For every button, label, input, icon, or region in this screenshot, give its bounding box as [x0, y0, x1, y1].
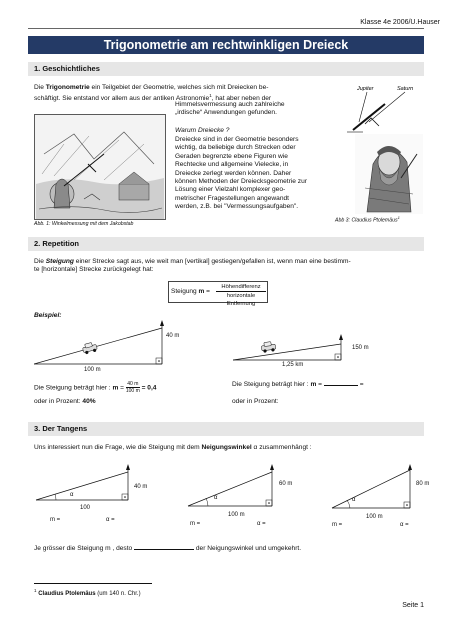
- why-triangles-paragraph: [175, 136, 347, 212]
- jupiter-label: Jupiter: [357, 86, 374, 92]
- tangent-triangle-1: [34, 464, 134, 504]
- triangle-3-m-label: m =: [332, 522, 343, 528]
- section-heading-repetition: 2. Repetition: [28, 237, 424, 251]
- planet-diagram: [345, 82, 427, 134]
- intro-text: te [horizontale] Strecke zurückgelegt hat:: [34, 266, 154, 274]
- ptolemy-illustration: [355, 134, 423, 214]
- why-triangles-line: Dreiecke zerlegt werden können. Daher: [175, 169, 292, 177]
- history-text: , hat aber neben der: [211, 95, 272, 103]
- example-2-vertical-label: 150 m: [352, 345, 369, 351]
- triangle-1-horizontal-label: 100: [80, 505, 91, 511]
- history-term: Trigonometrie: [45, 84, 90, 91]
- figure-ptolemy-portrait: [355, 134, 423, 214]
- triangle-2-m-label: m =: [190, 521, 201, 527]
- header-rule: [28, 28, 424, 29]
- formula-denominator: horizontale Entfernung: [226, 293, 256, 307]
- conclusion-sentence: [34, 545, 301, 553]
- example-1-result: [34, 381, 156, 394]
- triangle-3-horizontal-label: 100 m: [366, 514, 383, 520]
- formula-fraction: [216, 283, 266, 308]
- history-continuation: [175, 101, 345, 118]
- history-text: Die: [34, 84, 46, 91]
- figure-jupiter-saturn: [345, 82, 427, 134]
- triangle-40m: [34, 464, 134, 504]
- triangle-1-m-label: m =: [50, 517, 61, 523]
- figure-jakobstab: [34, 114, 166, 220]
- figure-3-caption-text: Abb 3: Claudius Ptolemäus: [335, 217, 398, 224]
- result-text: Die Steigung beträgt hier :: [34, 384, 113, 392]
- repetition-intro: [34, 258, 429, 275]
- section-heading-history: 1. Geschichtliches: [28, 62, 424, 76]
- example-2-percent: oder in Prozent:: [232, 398, 279, 405]
- triangle-1-vertical-label: 40 m: [134, 484, 148, 490]
- result-m: m: [112, 384, 119, 392]
- triangle-1-alpha: α: [70, 492, 74, 498]
- triangle-3-alpha: α: [352, 497, 356, 503]
- percent-value: 40%: [82, 398, 96, 405]
- tangent-term: Neigungswinkel: [201, 444, 252, 451]
- example-1-percent: [34, 398, 96, 406]
- triangle-2-alpha-label: α =: [257, 521, 266, 527]
- conclusion-text: der Neigungswinkel und umgekehrt.: [194, 545, 302, 552]
- slope-triangle-1: [34, 318, 174, 376]
- footnote-marker: 1: [34, 588, 37, 593]
- history-text: schäftigt. Sie entstand vor allem aus der antiken Astronomie: [34, 95, 210, 103]
- footnote-ref: 1: [397, 215, 400, 220]
- footnote: [34, 588, 141, 597]
- triangle-3-vertical-label: 80 m: [416, 481, 430, 487]
- why-triangles-line: Rechtecke und allgemeine Vielecke, in: [175, 161, 289, 169]
- tangent-intro: [34, 444, 312, 452]
- conclusion-text: Je grösser die Steigung m , desto: [34, 545, 135, 552]
- alpha-symbol: α: [253, 444, 258, 451]
- example-1-horizontal-label: 100 m: [84, 367, 101, 373]
- why-triangles-line: metrischer Fragestellungen angewandt: [175, 194, 289, 202]
- history-text: ein Teilgebiet der Geometrie, welches sich mit Dreiecken be-: [89, 84, 269, 91]
- tangent-triangle-2: [186, 464, 278, 510]
- result-text: Die Steigung beträgt hier :: [232, 381, 311, 388]
- footnote-rule: [34, 583, 152, 584]
- result-denominator: 100 m: [125, 388, 140, 394]
- figure-1-caption: Abb. 1: Winkelmessung mit dem Jakobstab: [34, 221, 134, 227]
- section-heading-tangent: 3. Der Tangens: [28, 422, 424, 436]
- example-2-result: [232, 381, 364, 389]
- tangent-triangle-3: [330, 464, 418, 512]
- history-line: Himmelsvermessung auch zahlreiche: [175, 101, 285, 108]
- why-triangles-line: Geraden begrenzte ebene Figuren wie: [175, 152, 288, 160]
- intro-text: einer Strecke sagt aus, wie weit man [vertikal] gestiegen/gefallen ist, wenn man eine bestimm-: [73, 258, 351, 265]
- triangle-80m: [330, 464, 418, 512]
- example-label: Beispiel:: [34, 312, 62, 319]
- page-number: Seite 1: [402, 602, 424, 609]
- figure-3-caption: [335, 215, 400, 224]
- formula-equals: =: [206, 288, 210, 295]
- tangent-text: zusammenhängt :: [257, 444, 312, 451]
- formula-steigung: Steigung: [171, 288, 197, 295]
- why-triangles-line: werden, z.B. bei "Vermessungsaufgaben".: [175, 203, 299, 211]
- formula-numerator: Höhendifferenz: [216, 283, 266, 292]
- why-triangles-line: Lösung einer Vielzahl komplexer geo-: [175, 186, 286, 194]
- footnote-text: (um 140 n. Chr.): [95, 591, 141, 597]
- why-triangles-heading: Warum Dreiecke ?: [175, 127, 230, 134]
- formula-label: [171, 288, 210, 295]
- result-fraction-blank[interactable]: [324, 385, 358, 386]
- result-fraction: [126, 381, 140, 394]
- footnote-name: Claudius Ptolemäus: [38, 591, 96, 597]
- example-1-vertical-label: 40 m: [166, 333, 180, 339]
- conclusion-blank[interactable]: [134, 549, 194, 550]
- saturn-label: Saturn: [397, 86, 414, 92]
- document-title: Trigonometrie am rechtwinkligen Dreieck: [28, 36, 424, 54]
- triangle-2-horizontal-label: 100 m: [228, 512, 245, 518]
- triangle-1-alpha-label: α =: [106, 517, 115, 523]
- why-triangles-line: Dreiecke sind in der Geometrie besonders: [175, 136, 299, 143]
- intro-text: Die: [34, 258, 46, 265]
- triangle-2-alpha: α: [214, 495, 218, 501]
- example-1-slope-diagram: [34, 318, 174, 376]
- triangle-60m: [186, 464, 278, 510]
- woodcut-illustration: [34, 114, 166, 220]
- formula-m: m: [198, 288, 205, 295]
- document-header-class: Klasse 4e 2006/U.Hauser: [360, 19, 440, 26]
- slope-formula-box: [168, 281, 268, 307]
- result-value: = 0,4: [141, 384, 157, 392]
- why-triangles-line: wichtig, da beliebige durch Strecken oder: [175, 144, 296, 152]
- footnote-ref: 1: [209, 93, 212, 99]
- result-equals: =: [120, 384, 125, 392]
- tangent-text: Uns interessiert nun die Frage, wie die Steigung mit dem: [34, 444, 202, 451]
- percent-label: oder in Prozent:: [34, 398, 81, 405]
- result-equals: =: [318, 381, 323, 388]
- why-triangles-line: können Methoden der Dreiecksgeometrie zur: [175, 178, 307, 186]
- intro-term: Steigung: [45, 258, 74, 265]
- result-numerator: 40 m: [127, 381, 139, 387]
- example-2-horizontal-label: 1,25 km: [282, 362, 304, 368]
- result-m: m: [310, 381, 317, 388]
- history-line: „irdische“ Anwendungen gefunden.: [175, 109, 277, 117]
- triangle-3-alpha-label: α =: [400, 522, 409, 528]
- result-equals: =: [359, 381, 364, 388]
- triangle-2-vertical-label: 60 m: [279, 481, 293, 487]
